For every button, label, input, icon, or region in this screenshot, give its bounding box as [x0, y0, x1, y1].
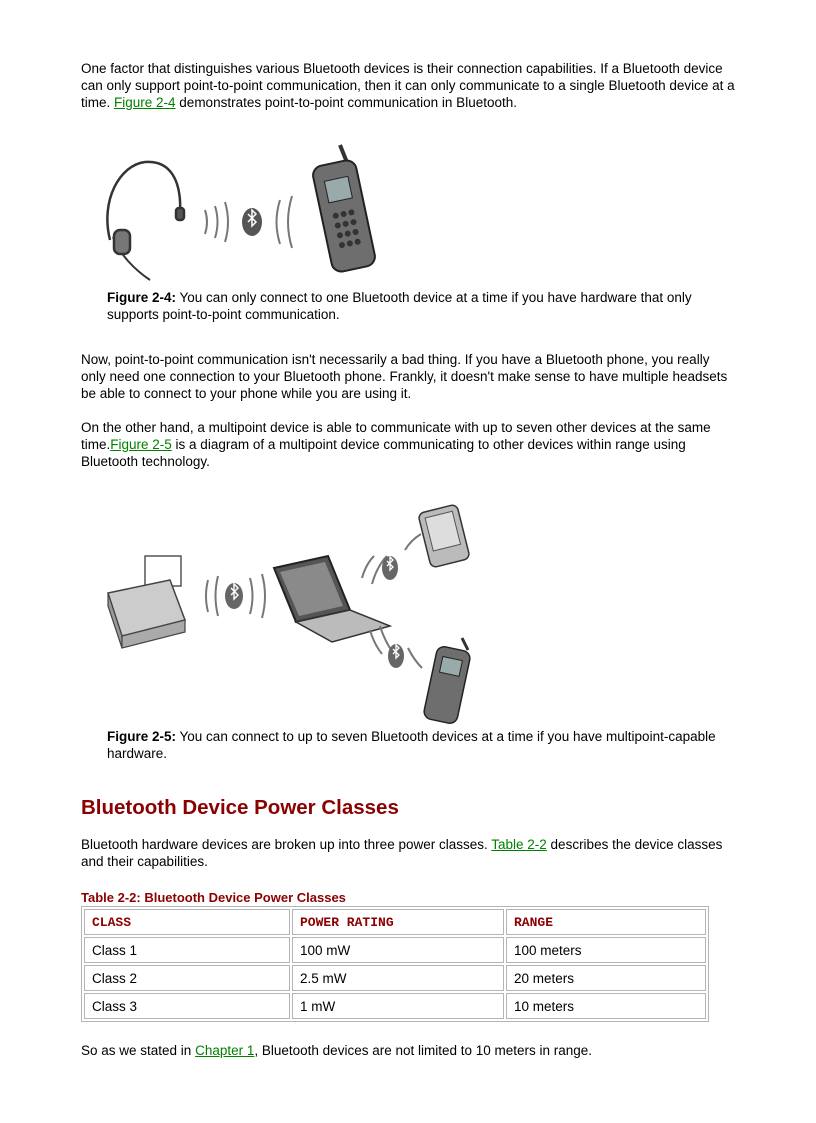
closing-text-before: So as we stated in: [81, 1043, 196, 1058]
closing-text-after: , Bluetooth devices are not limited to 10 meters in range.: [254, 1043, 593, 1058]
closing-paragraph: [81, 1042, 736, 1059]
figure-2-4-caption: [107, 289, 737, 323]
multipoint-text-after: is a diagram of a multipoint device communicating to other devices within range using Bluetooth technology.: [81, 437, 686, 469]
table-header-class: CLASS: [84, 909, 290, 935]
power-classes-table: [81, 906, 709, 1022]
headset-image: [107, 162, 184, 280]
table-cell-power: 2.5 mW: [292, 965, 504, 991]
intro-text-before: One factor that distinguishes various Bluetooth devices is their connection capabilities. If a Bluetooth device can only support point-to-point communication, then it can only communicate to a single Bluetooth device at a time.: [81, 61, 735, 110]
bluetooth-icon-pda: [382, 556, 398, 580]
mobile-phone-image: [311, 145, 376, 273]
section-heading: Bluetooth Device Power Classes: [81, 796, 399, 819]
figure-2-4-link[interactable]: Figure 2-4: [114, 95, 176, 110]
figure-2-5-caption: [107, 728, 737, 762]
section-text-before: Bluetooth hardware devices are broken up into three power classes.: [81, 837, 492, 852]
table-cell-class: Class 3: [84, 993, 290, 1019]
figure-2-4-label: Figure 2-4:: [107, 290, 177, 305]
section-text-after: describes the device classes and their capabilities.: [81, 837, 723, 869]
table-cell-range: 20 meters: [506, 965, 706, 991]
table-row: [84, 993, 706, 1019]
bluetooth-icon: [242, 208, 262, 236]
table-cell-class: Class 1: [84, 937, 290, 963]
pda-image: [418, 504, 470, 568]
table-cell-range: 10 meters: [506, 993, 706, 1019]
multipoint-paragraph: [81, 419, 736, 470]
bluetooth-icon-phone: [388, 644, 404, 668]
multipoint-text-before: On the other hand, a multipoint device is able to communicate with up to seven other devices at the same time.: [81, 420, 711, 452]
table-2-2-link[interactable]: Table 2-2: [491, 837, 547, 852]
table-cell-power: 100 mW: [292, 937, 504, 963]
intro-paragraph: [81, 60, 736, 111]
table-title: Table 2-2: Bluetooth Device Power Classes: [81, 890, 346, 905]
table-cell-range: 100 meters: [506, 937, 706, 963]
laptop-image: [274, 556, 390, 642]
table-header-power-rating: POWER RATING: [292, 909, 504, 935]
bluetooth-icon-printer: [225, 583, 243, 609]
section-paragraph: [81, 836, 736, 870]
table-row: [84, 965, 706, 991]
figure-2-5-link[interactable]: Figure 2-5: [110, 437, 172, 452]
figure-2-5-text: You can connect to up to seven Bluetooth devices at a time if you have multipoint-capable hardware.: [107, 729, 716, 761]
mobile-phone-image-2: [423, 638, 472, 725]
figure-2-4-text: You can only connect to one Bluetooth device at a time if you have hardware that only supports point-to-point communication.: [107, 290, 692, 322]
figure-2-5-label: Figure 2-5:: [107, 729, 177, 744]
table-header-row: [84, 909, 706, 935]
figure-2-4-illustration: [100, 140, 390, 290]
figure-2-5-illustration: [100, 498, 490, 728]
table-header-range: RANGE: [506, 909, 706, 935]
table-row: [84, 937, 706, 963]
printer-image: [108, 556, 185, 648]
point-to-point-paragraph: Now, point-to-point communication isn't necessarily a bad thing. If you have a Bluetooth phone, you really only need one connection to your Bluetooth phone. Frankly, it doesn't make sense to have multiple headsets be able to connect to your phone while you are using it.: [81, 352, 728, 401]
chapter-1-link[interactable]: Chapter 1: [195, 1043, 255, 1058]
table-cell-class: Class 2: [84, 965, 290, 991]
intro-text-after: demonstrates point-to-point communication in Bluetooth.: [175, 95, 517, 110]
table-cell-power: 1 mW: [292, 993, 504, 1019]
